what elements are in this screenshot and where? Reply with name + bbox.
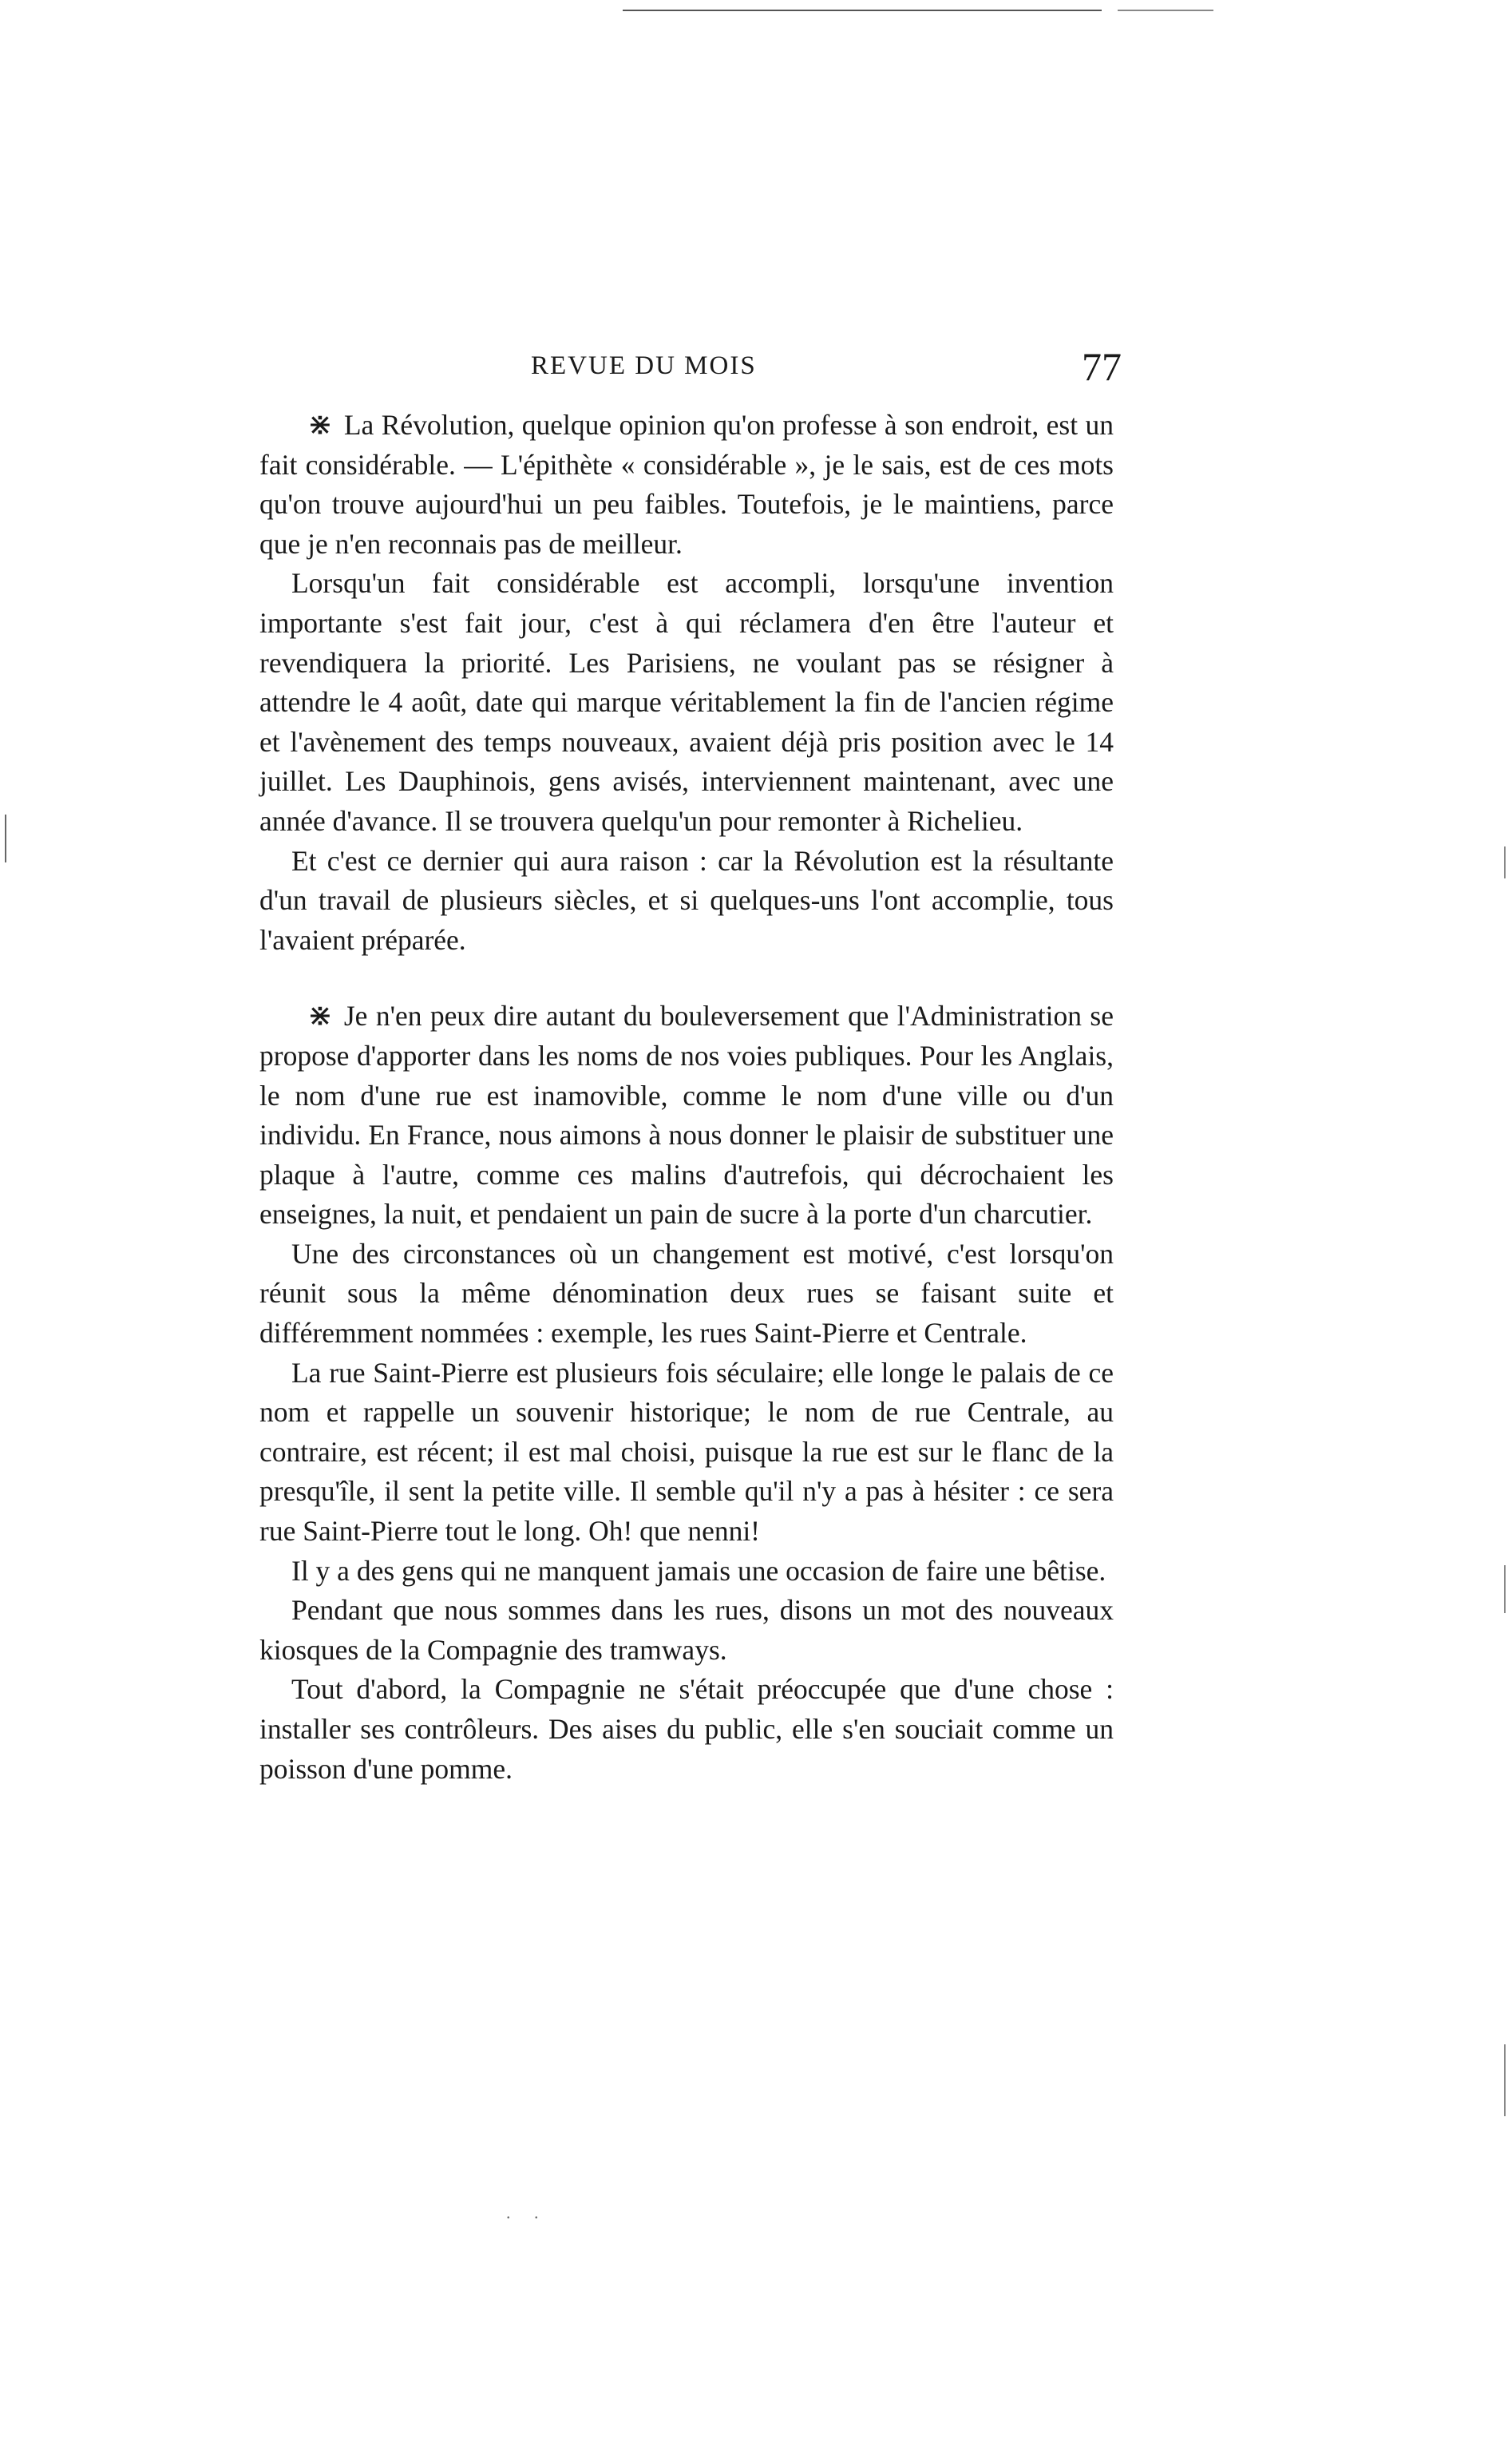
paragraph: Il y a des gens qui ne manquent jamais une occasion de faire une bêtise. bbox=[291, 1554, 1106, 1587]
paragraph-text: Je n'en peux dire autant du bouleversement que l'Administration se propose d'apporter dans les noms de nos voies publiques. Pour les Anglais, le nom d'une rue est inamovible, comme le nom d'une ville ou d'un individu. En France, nous aimons à nous donner le plaisir de substituer une plaque à l'autre, comme ces malins d'autrefois, qui décrochaient les enseignes, la nuit, et pendaient un pain de sucre à la porte d'un charcutier. bbox=[259, 1000, 1114, 1231]
paragraph bbox=[259, 406, 1114, 564]
paragraph: Et c'est ce dernier qui aura raison : car la Révolution est la résultante d'un travail de plusieurs siècles, et si quelques-uns l'ont accomplie, tous l'avaient préparée. bbox=[259, 844, 1114, 956]
paragraph bbox=[259, 997, 1114, 1235]
footer-dots: . . bbox=[506, 2202, 548, 2222]
left-scan-mark bbox=[5, 815, 6, 862]
paragraph: Pendant que nous sommes dans les rues, disons un mot des nouveaux kiosques de la Compagnie des tramways. bbox=[259, 1594, 1114, 1666]
right-scan-mark bbox=[1504, 2044, 1506, 2116]
top-scan-rule-short bbox=[1118, 10, 1213, 11]
top-scan-rule bbox=[623, 10, 1102, 11]
running-title: REVUE DU MOIS bbox=[531, 351, 757, 380]
paragraph: La rue Saint-Pierre est plusieurs fois séculaire; elle longe le palais de ce nom et rappelle un souvenir historique; le nom de rue Centrale, au contraire, est récent; il est mal choisi, puisque la rue est sur le flanc de la presqu'île, il sent la petite ville. Il semble qu'il n'y a pas à hésiter : ce sera rue Saint-Pierre tout le long. Oh! que nenni! bbox=[259, 1356, 1114, 1548]
paragraph-text: La Révolution, quelque opinion qu'on professe à son endroit, est un fait considérable. — L'épithète « considérable », je le sais, est de ces mots qu'on trouve aujourd'hui un peu faibles. Toutefois, je le maintiens, parce que je n'en reconnais pas de meilleur. bbox=[259, 409, 1114, 560]
page-header bbox=[259, 343, 1122, 399]
article-body bbox=[259, 406, 1114, 1789]
asterism-icon: ⋇ bbox=[307, 408, 333, 442]
asterism-icon: ⋇ bbox=[307, 999, 333, 1033]
right-scan-mark bbox=[1504, 1565, 1506, 1613]
paragraph: Tout d'abord, la Compagnie ne s'était préoccupée que d'une chose : installer ses contrôleurs. Des aises du public, elle s'en souciait comme un poisson d'une pomme. bbox=[259, 1673, 1114, 1785]
page-number: 77 bbox=[1082, 344, 1122, 389]
right-scan-mark bbox=[1504, 846, 1506, 878]
paragraph: Lorsqu'un fait considérable est accompli, lorsqu'une invention importante s'est fait jour, c'est à qui réclamera d'en être l'auteur et revendiquera la priorité. Les Parisiens, ne voulant pas se résigner à attendre le 4 août, date qui marque véritablement la fin de l'ancien régime et l'avènement des temps nouveaux, avaient déjà pris position avec le 14 juillet. Les Dauphinois, gens avisés, interviennent maintenant, avec une année d'avance. Il se trouvera quelqu'un pour remonter à Richelieu. bbox=[259, 567, 1114, 837]
paragraph: Une des circonstances où un changement est motivé, c'est lorsqu'on réunit sous la même dénomination deux rues se faisant suite et différemment nommées : exemple, les rues Saint-Pierre et Centrale. bbox=[259, 1237, 1114, 1350]
